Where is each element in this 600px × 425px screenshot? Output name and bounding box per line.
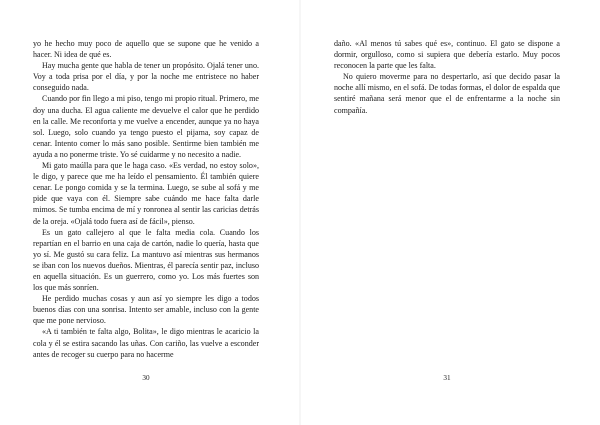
left-page-text: [33, 38, 259, 360]
right-page-text: [334, 38, 560, 116]
page-number-left: 30: [142, 374, 150, 382]
paragraph: Hay mucha gente que habla de tener un propósito. Ojalá tener uno. Voy a toda prisa por el día, y por la noche me entristece no haber conseguido nada.: [33, 61, 259, 93]
paragraph: Mi gato maúlla para que le haga caso. «Es verdad, no estoy solo», le digo, y parece que me ha leído el pensamiento. Él también quiere cenar. Le pongo comida y se la termina. Luego, se sube al sofá y me pide que vaya con él. Siempre sabe cuándo me hace falta darle mimos. Se tumba encima de mí y ronronea al sentir las caricias detrás de la oreja. «Ojalá todo fuera así de fácil», pienso.: [33, 161, 259, 226]
paragraph: «A ti también te falta algo, Bolita», le digo mientras le acaricio la cola y él se estira sacando las uñas. Con cariño, las vuelve a esconder antes de recoger su cuerpo para no hacerme: [33, 327, 259, 359]
page-number-right: 31: [443, 374, 451, 382]
page-gutter: [299, 0, 301, 425]
paragraph: He perdido muchas cosas y aun así yo siempre les digo a todos buenos días con una sonrisa. Intento ser amable, incluso con la gente que me pone nervioso.: [33, 294, 259, 326]
paragraph: Es un gato callejero al que le falta media cola. Cuando los repartían en el barrio en una caja de cartón, nadie lo quería, hasta que yo sí. Me gustó su cara feliz. La mantuvo así mientras sus hermanos se iban con los nuevos dueños. Mientras, él parecía sentir paz, incluso en aquella situación. Es un guerrero, como yo. Los más fuertes son los que más sonríen.: [33, 227, 259, 293]
paragraph: Cuando por fin llego a mi piso, tengo mi propio ritual. Primero, me doy una ducha. El agua caliente me devuelve el calor que he perdido en la calle. Me reconforta y me vuelve a encender, aunque ya no haya sol. Luego, solo cuando ya tengo puesto el pijama, soy capaz de cenar. Intento comer lo más sano posible. Sentirme bien también me ayuda a no ponerme triste. Yo sé cuidarme y no necesito a nadie.: [33, 94, 259, 159]
paragraph: yo he hecho muy poco de aquello que se supone que he venido a hacer. Ni idea de qué es.: [33, 39, 259, 60]
paragraph: No quiero moverme para no despertarlo, así que decido pasar la noche allí mismo, en el sofá. De todas formas, el dolor de espalda que sentiré mañana será menor que el de enfrentarme a la noche sin compañía.: [334, 72, 560, 115]
paragraph: daño. «Al menos tú sabes qué es», continuo. El gato se dispone a dormir, orgulloso, como si supiera que debería estarlo. Muy pocos reconocen la parte que les falta.: [334, 39, 560, 71]
